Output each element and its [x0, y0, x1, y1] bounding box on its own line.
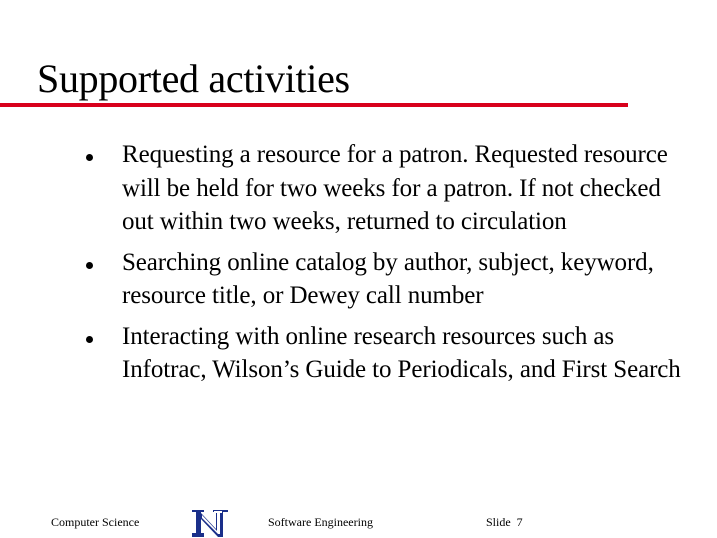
title-underline-rule	[0, 103, 628, 107]
university-n-logo-icon	[192, 510, 228, 537]
bullet-text: Requesting a resource for a patron. Requested resource will be held for two weeks for a patron. If not checked out within two weeks, returned to circulation	[122, 141, 668, 235]
bullet-dot-icon	[86, 336, 93, 343]
bullet-item	[84, 320, 684, 387]
footer-department: Computer Science	[51, 515, 140, 529]
footer-slide-number: Slide 7	[486, 515, 523, 529]
bullet-item	[84, 138, 684, 239]
bullet-item	[84, 246, 684, 313]
bullet-list	[84, 138, 684, 394]
bullet-dot-icon	[86, 262, 93, 269]
slide-title: Supported activities	[37, 56, 350, 101]
bullet-text: Searching online catalog by author, subject, keyword, resource title, or Dewey call number	[122, 248, 654, 309]
bullet-dot-icon	[86, 154, 93, 161]
bullet-text: Interacting with online research resources such as Infotrac, Wilson’s Guide to Periodicals, and First Search	[122, 322, 681, 383]
footer-course: Software Engineering	[268, 515, 373, 529]
